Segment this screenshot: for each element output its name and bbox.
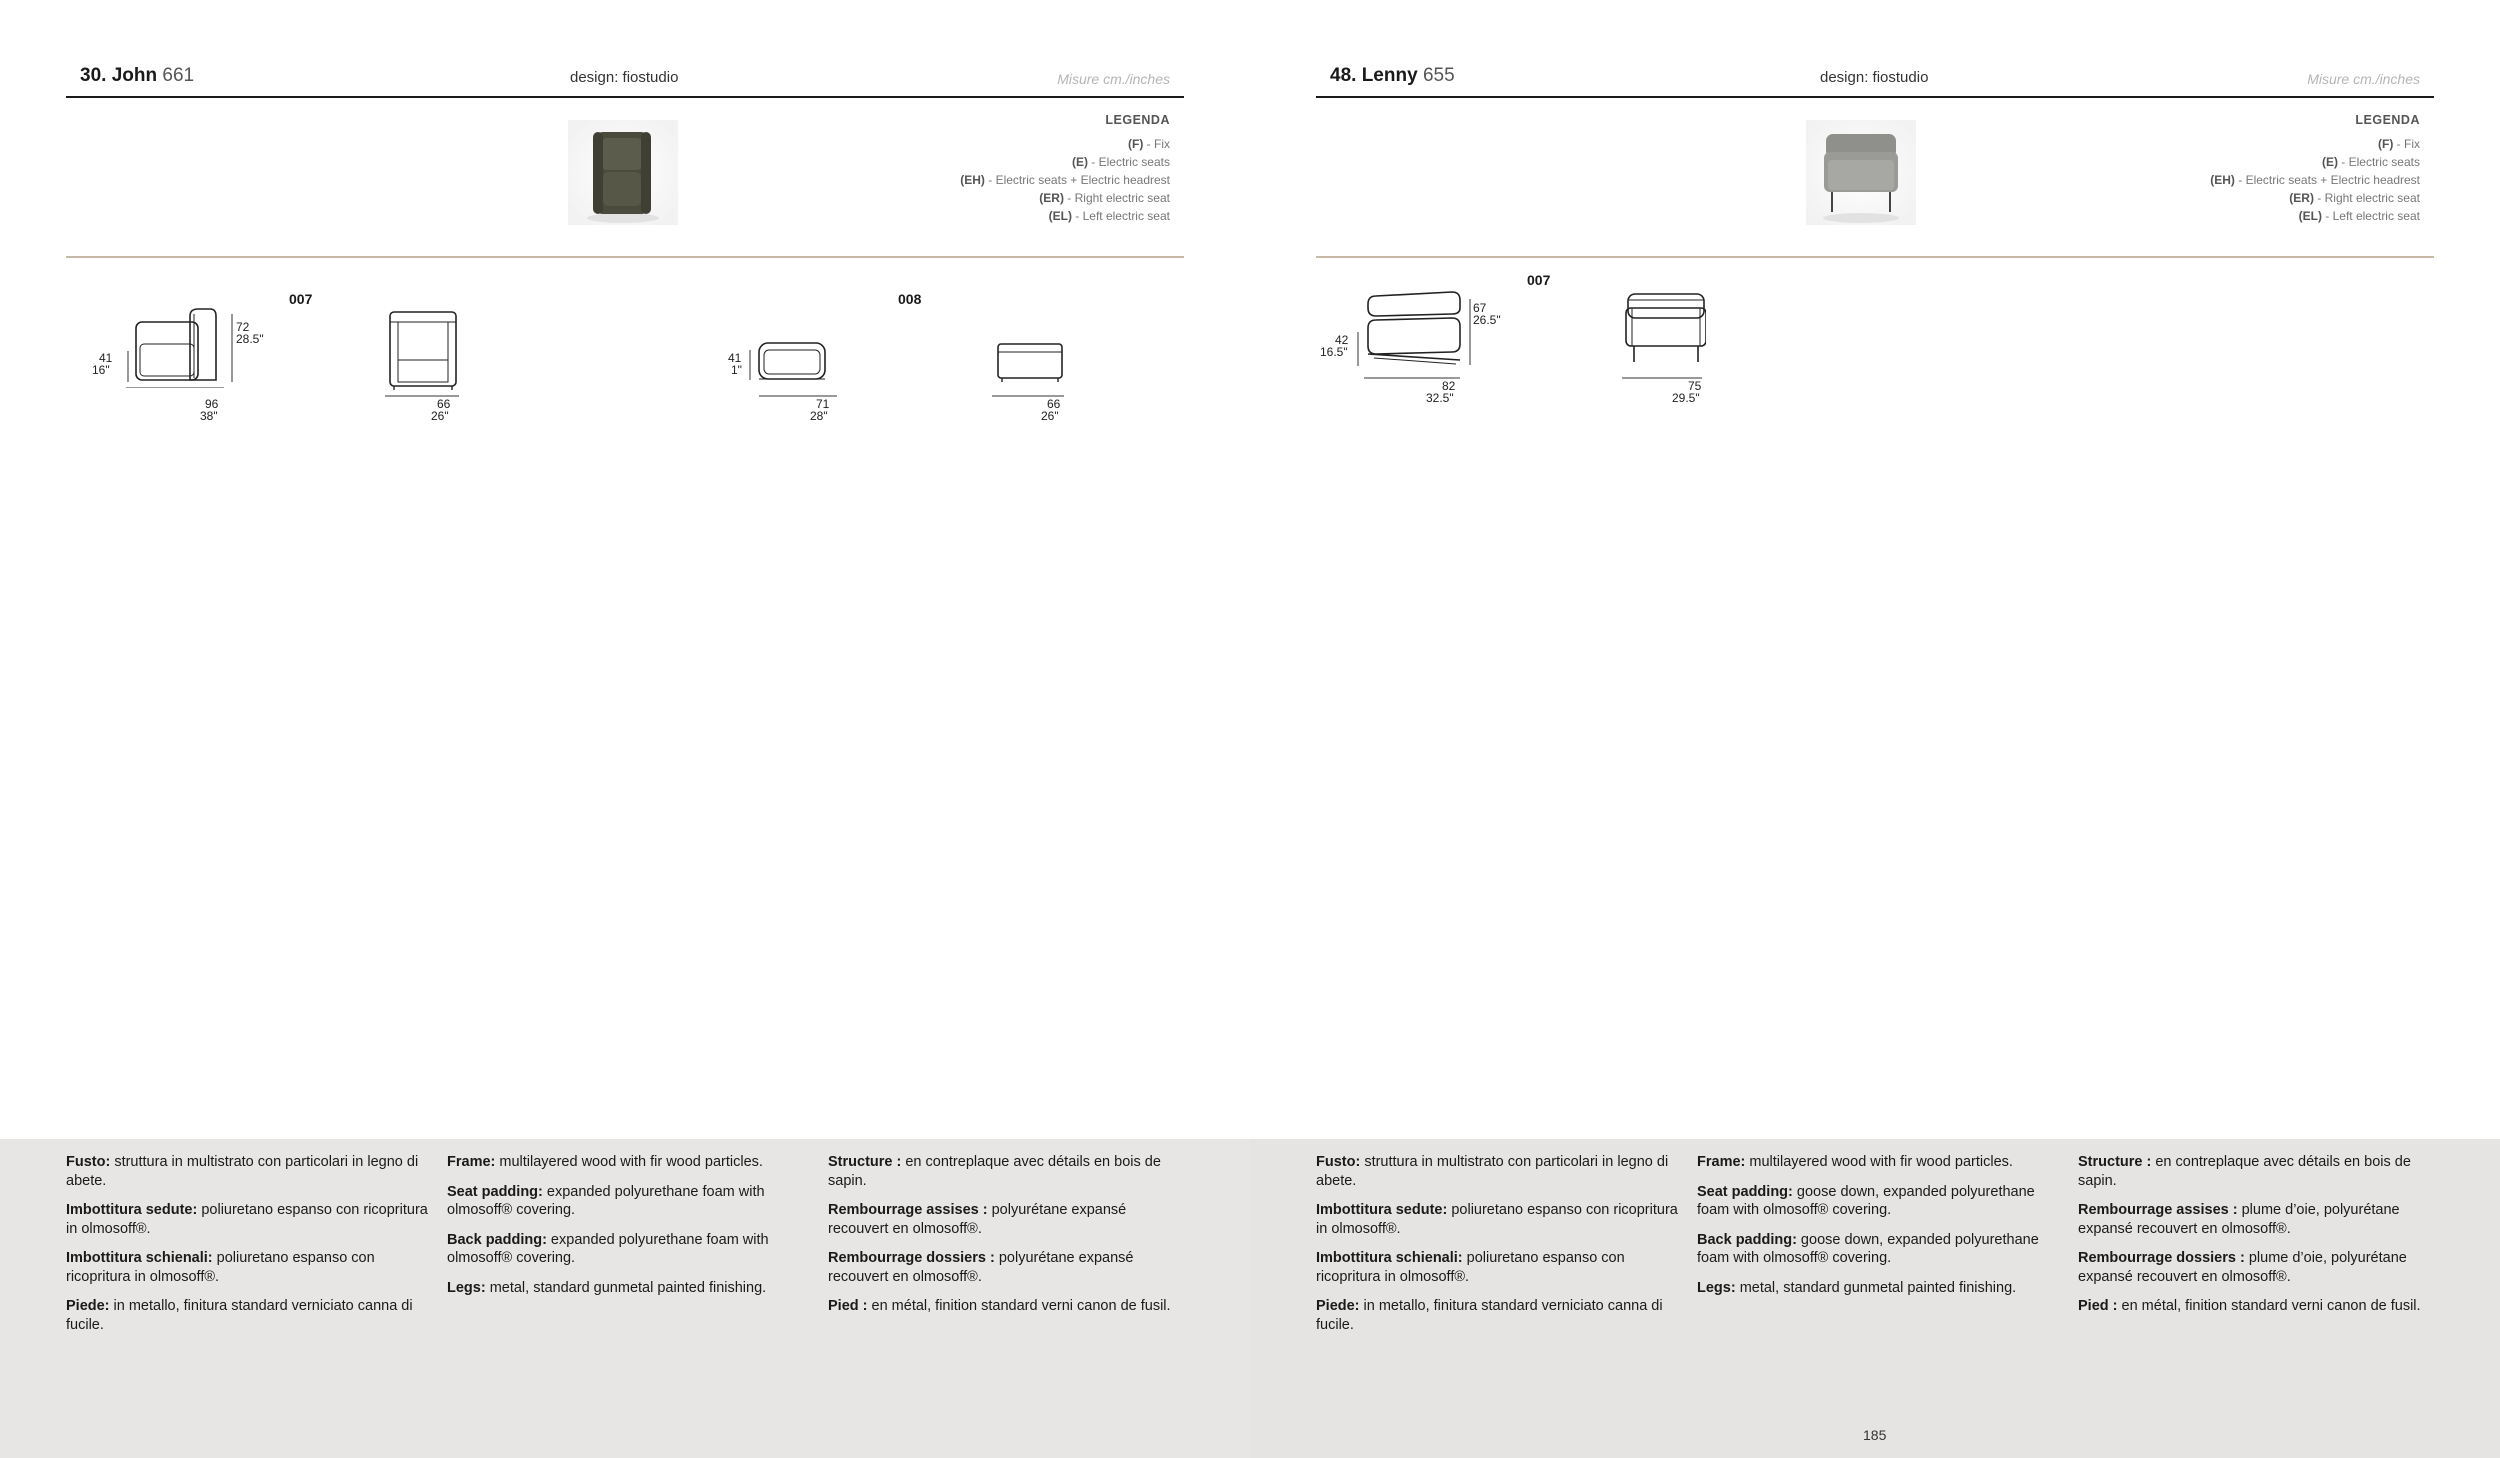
spec-label: Fusto: (66, 1154, 111, 1170)
legend-row (2210, 171, 2420, 189)
module-007-front-drawing (385, 308, 465, 398)
specs-italian (66, 1153, 428, 1345)
spec-item (1316, 1201, 1678, 1238)
specs-french (828, 1153, 1190, 1327)
legend-row (2210, 153, 2420, 171)
legend-key: (EH) (960, 173, 985, 187)
legend (960, 111, 1170, 225)
spec-label: Rembourrage assises : (2078, 1202, 2238, 1218)
spec-text: en métal, finition standard verni canon de fusil. (2117, 1298, 2421, 1314)
legend-key: (F) (2378, 137, 2394, 151)
legend-text: - Fix (1143, 137, 1170, 151)
height-cm: 42 (1335, 333, 1349, 347)
materials-footer (0, 1139, 1250, 1458)
spec-item (2078, 1297, 2440, 1316)
product-number: 30. (80, 65, 107, 86)
spec-label: Piede: (1316, 1298, 1360, 1314)
legend-row (2210, 189, 2420, 207)
module-007-side-drawing (1354, 290, 1464, 380)
height-cm: 41 (99, 351, 113, 365)
legend-row (960, 153, 1170, 171)
spec-item (66, 1201, 428, 1238)
legend-key: (ER) (2289, 191, 2314, 205)
spec-label: Imbottitura schienali: (1316, 1250, 1463, 1266)
spec-text: metal, standard gunmetal painted finishing. (485, 1279, 767, 1296)
spec-label: Imbottitura sedute: (66, 1202, 198, 1218)
materials-footer (1250, 1139, 2500, 1458)
spec-item (1697, 1231, 2059, 1268)
depth-cm: 66 (1047, 397, 1061, 411)
spec-label: Back padding: (447, 1231, 547, 1248)
legend-text: - Electric seats (1087, 155, 1170, 169)
spec-label: Pied : (2078, 1298, 2118, 1314)
spec-text: poliuretano espanso con ricopritura in olmosoff®. (66, 1202, 428, 1237)
spec-text: metal, standard gunmetal painted finishing. (1735, 1279, 2017, 1296)
width-in: 28" (810, 409, 828, 423)
width-cm: 82 (1442, 379, 1456, 393)
page-number: 185 (1863, 1427, 1887, 1443)
spec-text: in metallo, finitura standard verniciato canna di fucile. (1316, 1298, 1663, 1333)
legend-text: - Right electric seat (1063, 191, 1170, 205)
back-height-in: 26.5" (1473, 313, 1501, 327)
spec-item (447, 1279, 809, 1298)
legend-heading: LEGENDA (2355, 113, 2420, 127)
spec-item (1316, 1153, 1678, 1190)
spec-item (828, 1201, 1190, 1238)
legend-key: (F) (1128, 137, 1144, 151)
specs-french (2078, 1153, 2440, 1327)
spec-label: Frame: (1697, 1154, 1746, 1170)
specs-italian (1316, 1153, 1678, 1345)
module-code: 007 (289, 291, 313, 307)
legend-text: - Fix (2393, 137, 2420, 151)
spec-item (66, 1249, 428, 1286)
spec-text: poliuretano espanso con ricopritura in olmosoff®. (1316, 1250, 1625, 1285)
spec-text: plume d’oie, polyurétane expansé recouvert en olmosoff®. (2078, 1202, 2400, 1237)
spec-label: Rembourrage assises : (828, 1202, 988, 1218)
spec-item (828, 1297, 1190, 1316)
product-code: 655 (1422, 65, 1455, 86)
spec-item (1316, 1249, 1678, 1286)
module-007-side-drawing (118, 306, 258, 388)
legend-text: - Left electric seat (1071, 209, 1170, 223)
spec-label: Pied : (828, 1298, 868, 1314)
product-title (1330, 64, 1455, 88)
spec-text: expanded polyurethane foam with olmosoff® covering. (447, 1231, 769, 1266)
depth-cm: 66 (437, 397, 451, 411)
depth-in: 26" (1041, 409, 1059, 423)
right-page (1250, 0, 2500, 1458)
product-name: John (111, 65, 158, 86)
legend-key: (EL) (1048, 209, 1072, 223)
spec-item (447, 1153, 809, 1172)
spec-text: plume d’oie, polyurétane expansé recouvert en olmosoff®. (2078, 1250, 2407, 1285)
designer-credit: design: fiostudio (1820, 69, 1929, 86)
depth-in: 29.5" (1672, 391, 1700, 405)
product-title (80, 64, 194, 88)
designer-credit: design: fiostudio (570, 69, 679, 86)
spec-label: Imbottitura sedute: (1316, 1202, 1448, 1218)
measure-units: Misure cm./inches (1057, 71, 1170, 87)
page-header (66, 64, 1184, 98)
product-code: 661 (162, 65, 195, 86)
spec-text: en métal, finition standard verni canon de fusil. (867, 1298, 1171, 1314)
legend-text: - Right electric seat (2313, 191, 2420, 205)
back-height-cm: 72 (236, 320, 250, 334)
legend-row (960, 135, 1170, 153)
spec-item (2078, 1249, 2440, 1286)
spec-label: Piede: (66, 1298, 110, 1314)
spec-item (1697, 1279, 2059, 1298)
module-008-side-drawing (747, 338, 847, 398)
spec-label: Fusto: (1316, 1154, 1361, 1170)
height-cm: 41 (728, 351, 742, 365)
legend-text: - Electric seats + Electric headrest (984, 173, 1170, 187)
spec-item (66, 1153, 428, 1190)
spec-label: Back padding: (1697, 1231, 1797, 1248)
legend-text: - Electric seats (2337, 155, 2420, 169)
height-in: 1" (731, 363, 742, 377)
module-008-front-drawing (992, 338, 1072, 398)
specs-english (447, 1153, 809, 1308)
spec-text: polyurétane expansé recouvert en olmosoff®. (828, 1250, 1134, 1285)
product-number: 48. (1330, 65, 1357, 86)
spec-label: Frame: (447, 1154, 496, 1170)
spec-label: Rembourrage dossiers : (2078, 1250, 2245, 1266)
width-in: 38" (200, 409, 218, 423)
legend-row (2210, 135, 2420, 153)
spec-text: goose down, expanded polyurethane foam with olmosoff® covering. (1697, 1231, 2039, 1266)
spec-text: polyurétane expansé recouvert en olmosoff®. (828, 1202, 1127, 1237)
spec-label: Seat padding: (1697, 1183, 1793, 1200)
measure-units: Misure cm./inches (2307, 71, 2420, 87)
product-photo (1806, 120, 1916, 225)
width-in: 32.5" (1426, 391, 1454, 405)
legend-key: (ER) (1039, 191, 1064, 205)
product-photo (568, 120, 678, 225)
legend-row (960, 171, 1170, 189)
legend-text: - Electric seats + Electric headrest (2234, 173, 2420, 187)
spec-item (828, 1153, 1190, 1190)
specs-english (1697, 1153, 2059, 1308)
depth-cm: 75 (1688, 379, 1702, 393)
height-in: 16" (92, 363, 110, 377)
legend-key: (EH) (2210, 173, 2235, 187)
spec-item (447, 1183, 809, 1220)
spec-item (66, 1297, 428, 1334)
spec-text: expanded polyurethane foam with olmosoff® covering. (447, 1183, 765, 1218)
width-cm: 96 (205, 397, 219, 411)
spec-text: poliuretano espanso con ricopritura in olmosoff®. (66, 1250, 375, 1285)
spec-text: multilayered wood with fir wood particles. (1745, 1154, 2013, 1170)
spec-item (1697, 1183, 2059, 1220)
back-height-in: 28.5" (236, 332, 264, 346)
legend-row (960, 189, 1170, 207)
spec-item (828, 1249, 1190, 1286)
spec-text: en contreplaque avec détails en bois de sapin. (2078, 1154, 2411, 1189)
legend-key: (E) (1071, 155, 1088, 169)
page-header (1316, 64, 2434, 98)
legend-key: (E) (2321, 155, 2338, 169)
spec-label: Imbottitura schienali: (66, 1250, 213, 1266)
spec-label: Legs: (447, 1279, 486, 1296)
spec-text: struttura in multistrato con particolari in legno di abete. (66, 1154, 419, 1189)
spec-item (1316, 1297, 1678, 1334)
module-code: 007 (1527, 272, 1551, 288)
spec-text: goose down, expanded polyurethane foam with olmosoff® covering. (1697, 1183, 2035, 1218)
module-007-front-drawing (1622, 290, 1706, 380)
legend-heading: LEGENDA (1105, 113, 1170, 127)
spec-item (447, 1231, 809, 1268)
depth-in: 26" (431, 409, 449, 423)
spec-text: struttura in multistrato con particolari in legno di abete. (1316, 1154, 1669, 1189)
spec-label: Structure : (828, 1154, 902, 1170)
spec-text: in metallo, finitura standard verniciato canna di fucile. (66, 1298, 413, 1333)
section-divider (66, 256, 1184, 258)
section-divider (1316, 256, 2434, 258)
spec-item (1697, 1153, 2059, 1172)
legend-text: - Left electric seat (2321, 209, 2420, 223)
spec-label: Seat padding: (447, 1183, 543, 1200)
back-height-cm: 67 (1473, 301, 1487, 315)
spec-text: multilayered wood with fir wood particles. (495, 1154, 763, 1170)
spec-item (2078, 1201, 2440, 1238)
spec-label: Rembourrage dossiers : (828, 1250, 995, 1266)
product-name: Lenny (1361, 65, 1418, 86)
module-code: 008 (898, 291, 922, 307)
spec-item (2078, 1153, 2440, 1190)
spec-text: en contreplaque avec détails en bois de sapin. (828, 1154, 1161, 1189)
spec-label: Legs: (1697, 1279, 1736, 1296)
spec-label: Structure : (2078, 1154, 2152, 1170)
legend-key: (EL) (2298, 209, 2322, 223)
spec-text: poliuretano espanso con ricopritura in olmosoff®. (1316, 1202, 1678, 1237)
legend-row (960, 207, 1170, 225)
height-in: 16.5" (1320, 345, 1348, 359)
legend (2210, 111, 2420, 225)
legend-row (2210, 207, 2420, 225)
width-cm: 71 (816, 397, 830, 411)
